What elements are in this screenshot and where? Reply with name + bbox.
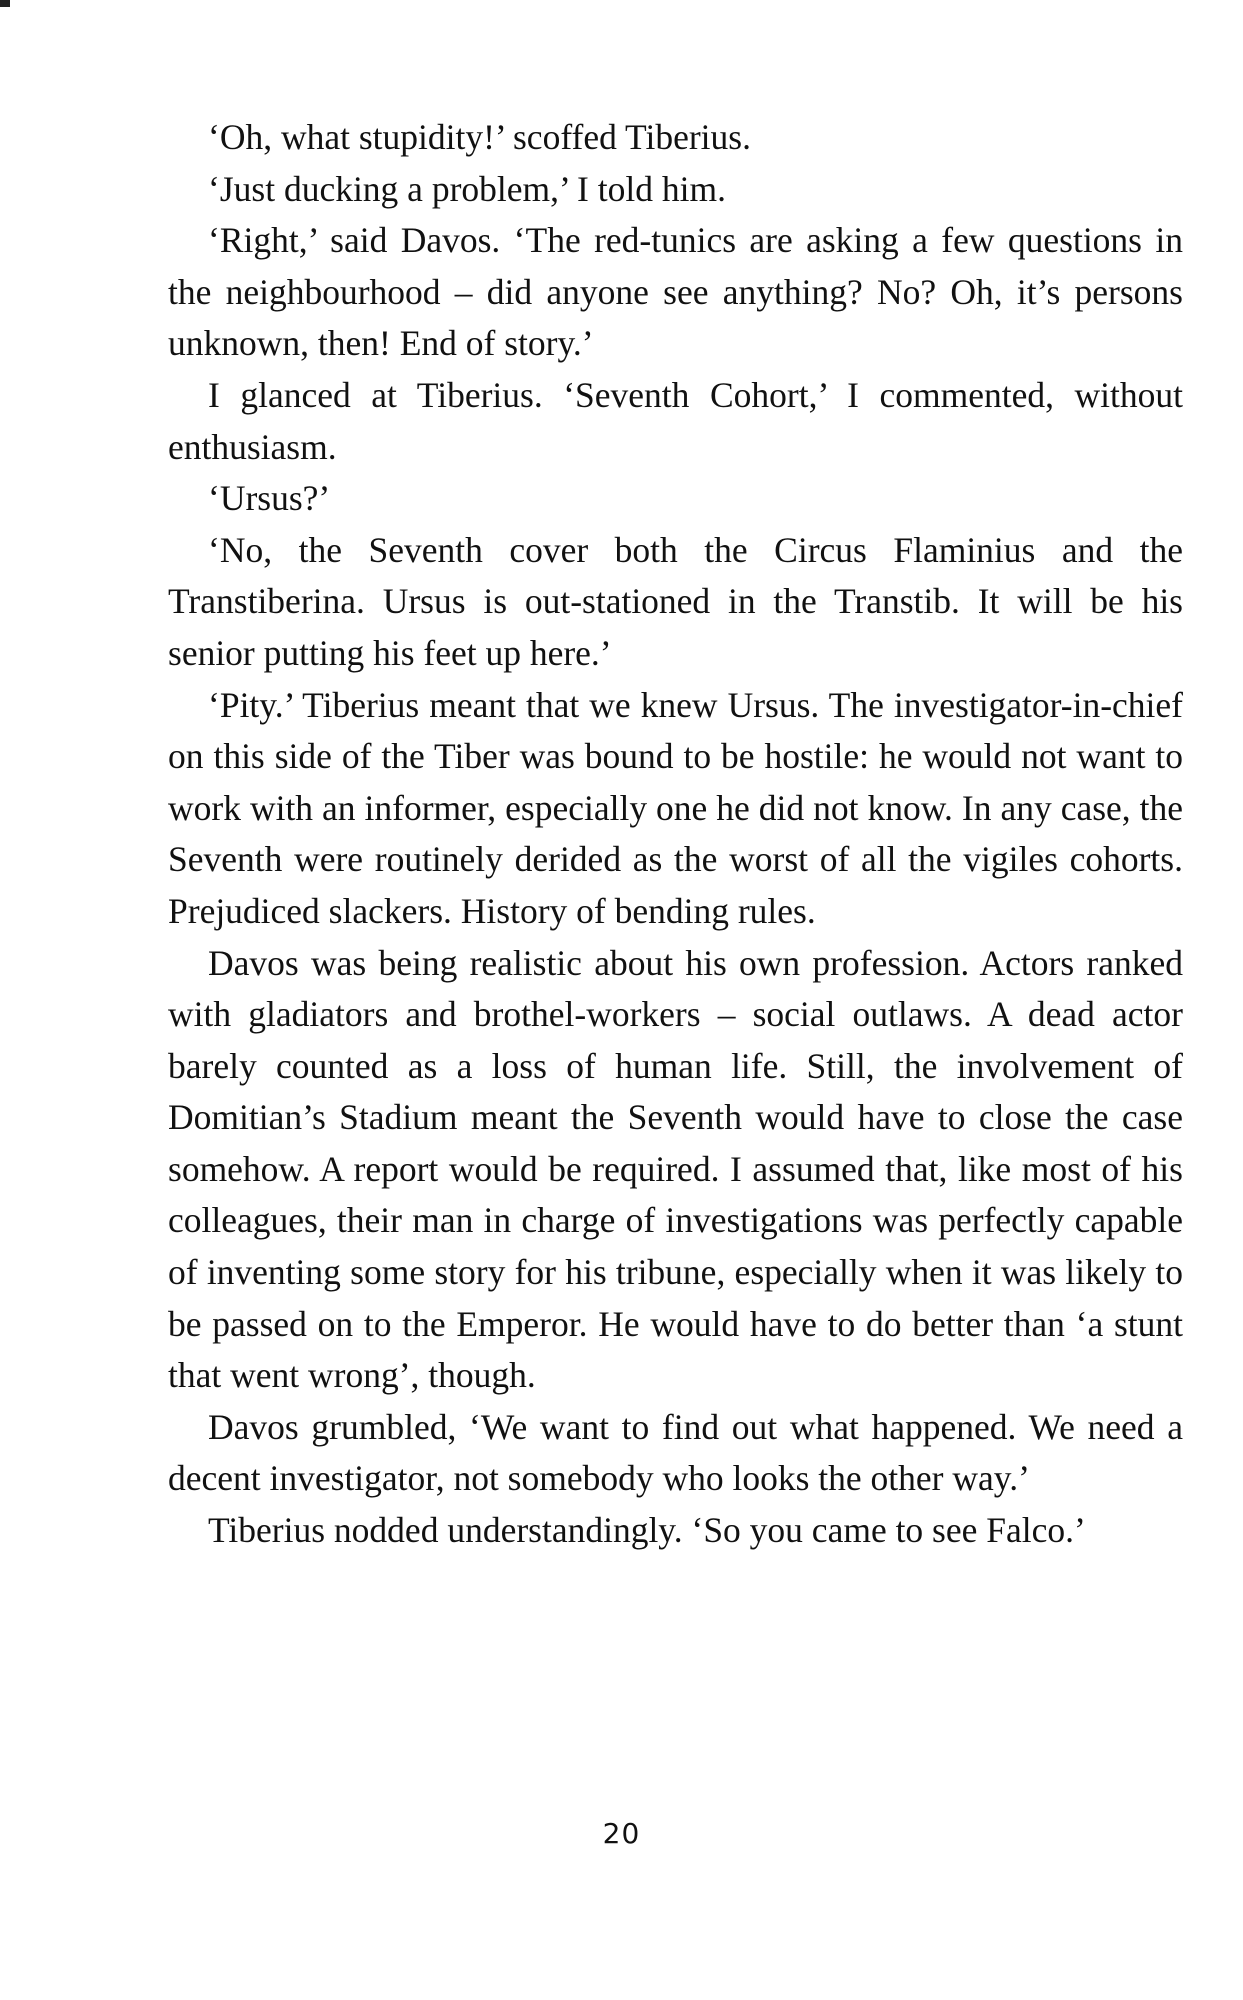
- paragraph-5: ‘Ursus?’: [208, 478, 331, 519]
- paragraph-8: Davos was being realistic about his own profession. Actors ranked with gladiators and brothel-workers – social outlaws. A dead actor barely counted as a loss of human life. Still, the involvement of Domitian’s Stadium meant the Seventh would have to close the case somehow. A report would be required. I assumed that, like most of his colleagues, their man in charge of investigations was perfectly capable of inventing some story for his tribune, especially when it was likely to be passed on to the Emperor. He would have to do better than ‘a stunt that went wrong’, though.: [168, 942, 1183, 1396]
- scan-corner-mark: [0, 0, 10, 7]
- paragraph-9: Davos grumbled, ‘We want to find out what happened. We need a decent investigator, not somebody who looks the other way.’: [168, 1406, 1183, 1499]
- page-number: 20: [602, 1817, 641, 1850]
- paragraph-4: I glanced at Tiberius. ‘Seventh Cohort,’ I commented, without enthusiasm.: [168, 374, 1183, 467]
- paragraph-7: ‘Pity.’ Tiberius meant that we knew Ursus. The investigator-in-chief on this side of the Tiber was bound to be hostile: he would not want to work with an informer, especially one he did not know. In any case, the Seventh were routinely derided as the worst of all the vigiles cohorts. Prejudiced slackers. History of bending rules.: [168, 684, 1183, 931]
- page-body-text: [168, 112, 1183, 1557]
- paragraph-10: Tiberius nodded understandingly. ‘So you came to see Falco.’: [208, 1510, 1086, 1551]
- paragraph-6: ‘No, the Seventh cover both the Circus Flaminius and the Transtiberina. Ursus is out-stationed in the Transtib. It will be his senior putting his feet up here.’: [168, 529, 1183, 673]
- paragraph-3: ‘Right,’ said Davos. ‘The red-tunics are asking a few questions in the neighbourhood – did anyone see anything? No? Oh, it’s persons unknown, then! End of story.’: [168, 220, 1183, 364]
- paragraph-1: ‘Oh, what stupidity!’ scoffed Tiberius.: [208, 117, 751, 157]
- paragraph-2: ‘Just ducking a problem,’ I told him.: [208, 168, 726, 209]
